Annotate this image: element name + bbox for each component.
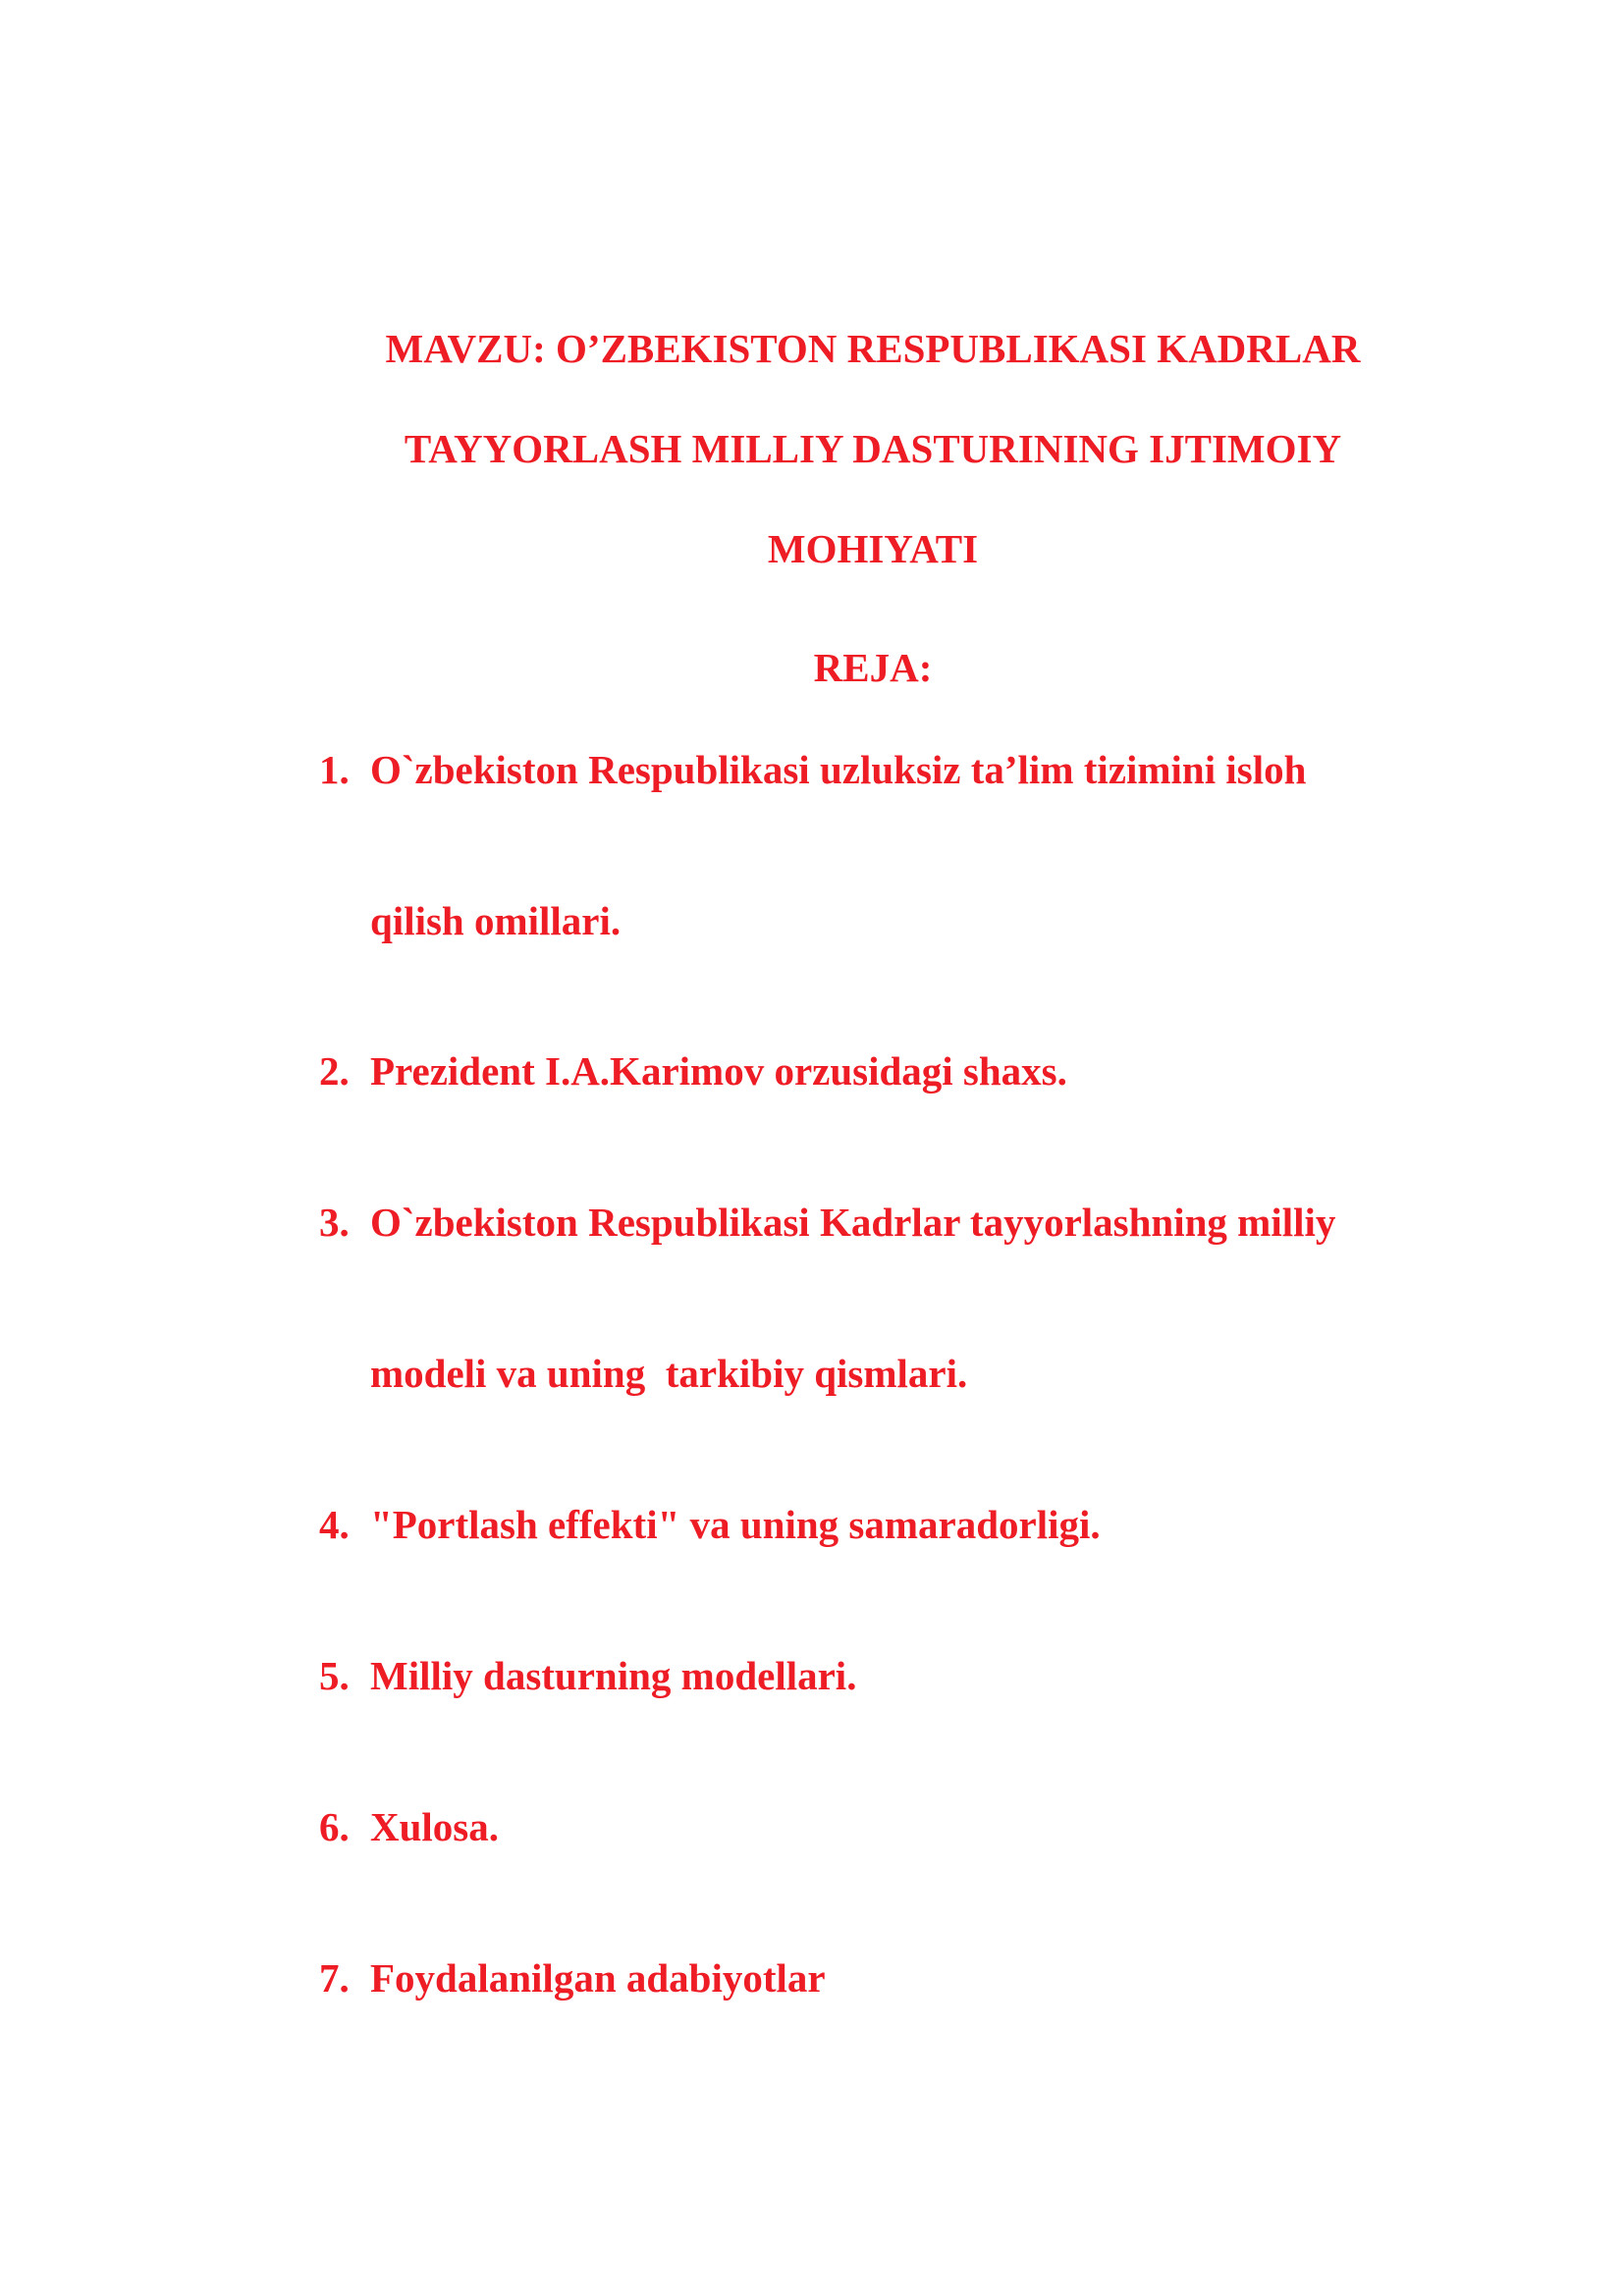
- plan-item-text: Prezident I.A.Karimov orzusidagi shaxs.: [370, 1048, 1067, 1094]
- plan-item-3-continuation: modeli va uning tarkibiy qismlari.: [370, 1351, 968, 1396]
- plan-item-text: Xulosa.: [370, 1804, 500, 1849]
- plan-item-number: 5.: [319, 1653, 350, 1698]
- plan-item-text: O`zbekiston Respublikasi uzluksiz ta’lim tizimini isloh: [370, 747, 1307, 792]
- plan-item-number: 2.: [319, 1048, 350, 1094]
- plan-item-number: 3.: [319, 1200, 350, 1245]
- plan-item-1-continuation: qilish omillari.: [370, 898, 622, 943]
- title-line-3: MOHIYATI: [767, 526, 979, 571]
- plan-item-number: 1.: [319, 747, 350, 792]
- plan-heading: REJA:: [813, 645, 933, 690]
- title-line-1: MAVZU: O’ZBEKISTON RESPUBLIKASI KADRLAR: [385, 326, 1361, 371]
- plan-item-number: 7.: [319, 1955, 350, 2001]
- title-line-2: TAYYORLASH MILLIY DASTURINING IJTIMOIY: [404, 426, 1342, 471]
- plan-item-text: O`zbekiston Respublikasi Kadrlar tayyorlashning milliy: [370, 1200, 1336, 1245]
- plan-item-number: 6.: [319, 1804, 350, 1849]
- plan-item-text: Foydalanilgan adabiyotlar: [370, 1955, 826, 2001]
- plan-item-number: 4.: [319, 1502, 350, 1547]
- plan-item-text: Milliy dasturning modellari.: [370, 1653, 857, 1698]
- plan-item-text: "Portlash effekti" va uning samaradorligi.: [370, 1502, 1101, 1547]
